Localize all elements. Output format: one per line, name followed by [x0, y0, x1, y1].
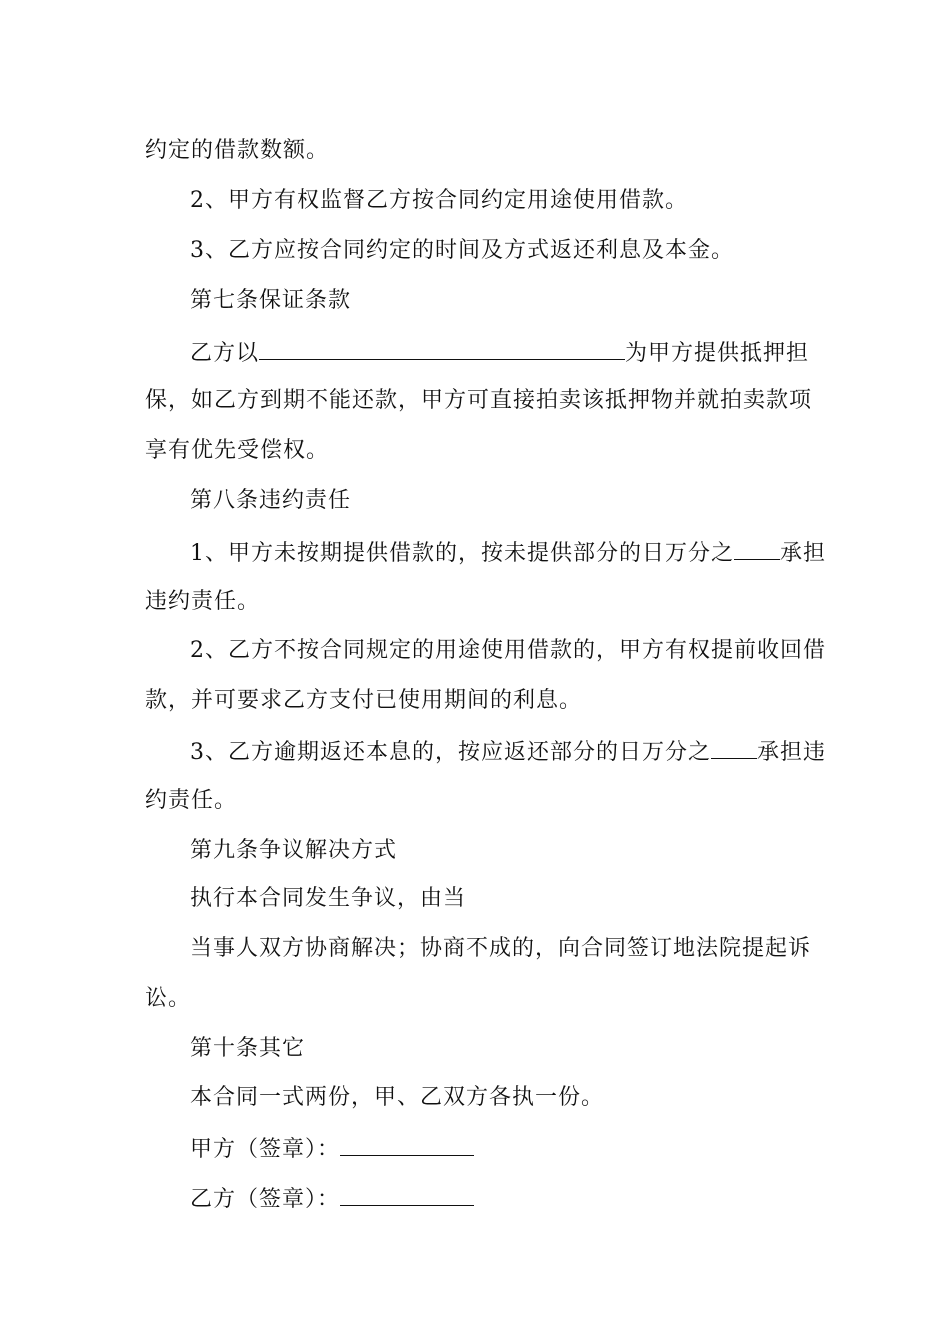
section-heading-guarantee: 第七条保证条款 [190, 288, 352, 313]
paragraph-line: 款，并可要求乙方支付已使用期间的利息。 [145, 688, 583, 713]
party-b-signature-label: 乙方（签章）： [190, 1187, 341, 1212]
breach-clause-2: 2、乙方不按合同规定的用途使用借款的，甲方有权提前收回借 [190, 638, 826, 663]
party-a-signature-label: 甲方（签章）： [190, 1137, 341, 1162]
breach-clause-1 [190, 537, 826, 569]
collateral-blank[interactable] [259, 337, 625, 360]
clause-3-text: 3、乙方应按合同约定的时间及方式返还利息及本金。 [190, 238, 734, 263]
paragraph-line: 违约责任。 [145, 589, 261, 614]
paragraph-line: 享有优先受偿权。 [145, 438, 330, 463]
breach-1-prefix: 1、甲方未按期提供借款的，按未提供部分的日万分之 [190, 541, 734, 566]
breach-clause-3 [190, 736, 826, 768]
section-heading-other: 第十条其它 [190, 1036, 306, 1061]
paragraph-line: 讼。 [145, 986, 192, 1011]
party-b-signature-line [190, 1183, 474, 1215]
party-a-signature-blank[interactable] [340, 1133, 474, 1156]
paragraph-line: 约定的借款数额。 [145, 138, 330, 163]
paragraph-line: 保，如乙方到期不能还款，甲方可直接拍卖该抵押物并就拍卖款项 [145, 388, 813, 413]
paragraph-line: 执行本合同发生争议，由当 [190, 886, 467, 911]
guarantee-prefix: 乙方以 [190, 341, 260, 366]
section-heading-breach: 第八条违约责任 [190, 488, 352, 513]
breach-3-prefix: 3、乙方逾期返还本息的，按应返还部分的日万分之 [190, 740, 711, 765]
rate-blank[interactable] [734, 537, 780, 560]
guarantee-line [190, 337, 809, 369]
clause-2-text: 2、甲方有权监督乙方按合同约定用途使用借款。 [190, 188, 688, 213]
paragraph-line: 当事人双方协商解决；协商不成的，向合同签订地法院提起诉 [190, 936, 812, 961]
rate-blank[interactable] [711, 736, 757, 759]
breach-3-suffix: 承担违 [757, 740, 827, 765]
party-b-signature-blank[interactable] [340, 1183, 474, 1206]
paragraph-line: 约责任。 [145, 788, 238, 813]
breach-1-suffix: 承担 [780, 541, 827, 566]
party-a-signature-line [190, 1133, 474, 1165]
paragraph-line: 本合同一式两份，甲、乙双方各执一份。 [190, 1085, 605, 1110]
guarantee-suffix: 为甲方提供抵押担 [625, 341, 810, 366]
section-heading-dispute: 第九条争议解决方式 [190, 838, 398, 863]
